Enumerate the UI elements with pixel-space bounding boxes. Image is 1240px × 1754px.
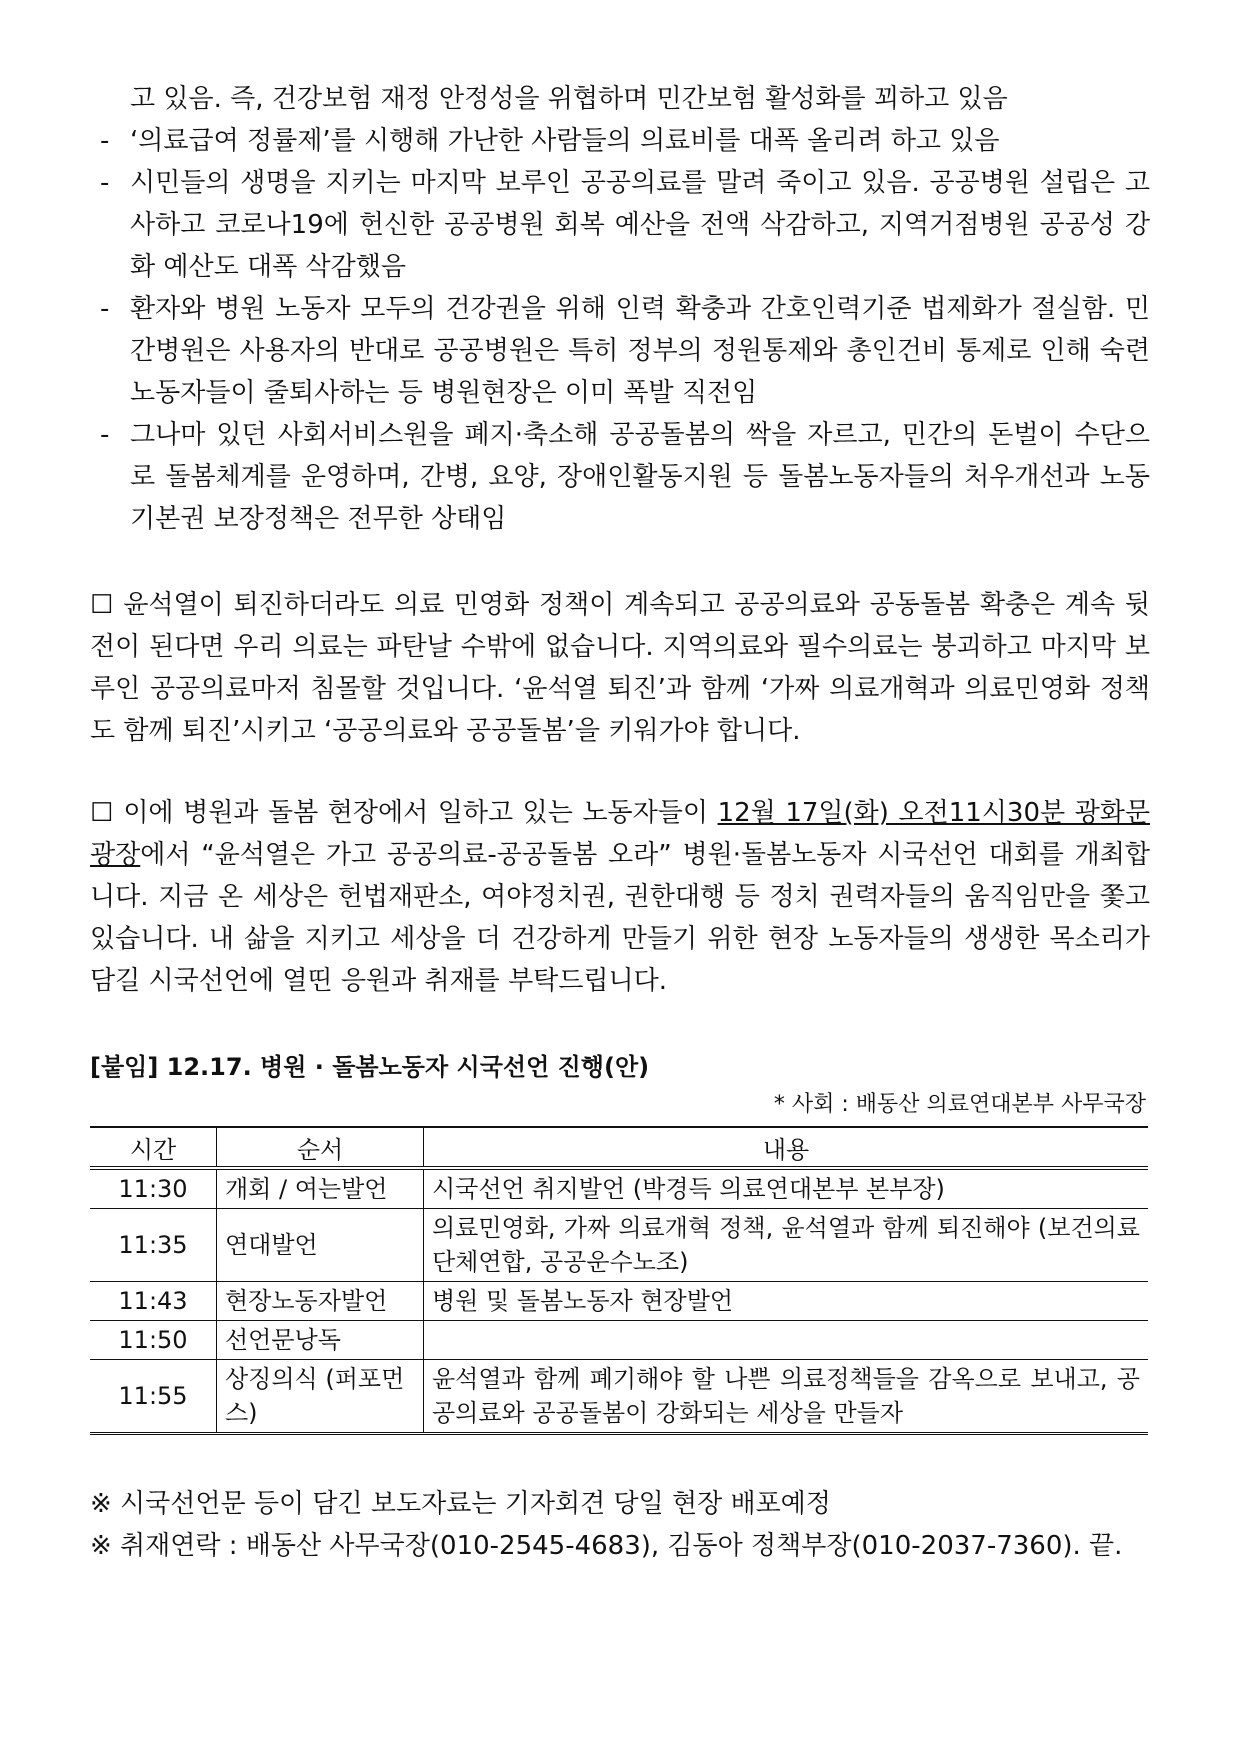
cell-content: 윤석열과 함께 폐기해야 할 나쁜 의료정책들을 감옥으로 보내고, 공공의료와 공공돌봄이 강화되는 세상을 만들자	[424, 1360, 1149, 1434]
table-row	[90, 1360, 1148, 1434]
cell-order: 개회 / 여는발언	[217, 1168, 424, 1209]
cell-time: 11:30	[90, 1168, 217, 1209]
cell-order: 현장노동자발언	[217, 1282, 424, 1321]
cell-content: 시국선언 취지발언 (박경득 의료연대본부 본부장)	[424, 1168, 1149, 1209]
bullet-item: - ‘의료급여 정률제’를 시행해 가난한 사람들의 의료비를 대폭 올리려 하고 있음	[100, 126, 1000, 156]
table-header-row	[90, 1127, 1148, 1168]
header-time: 시간	[90, 1127, 217, 1168]
paragraph-event	[90, 792, 1150, 1002]
cell-order: 연대발언	[217, 1209, 424, 1282]
checkbox-square-icon: ☐	[90, 590, 114, 620]
bullet-text: 고 있음. 즉, 건강보험 재정 안정성을 위협하며 민간보험 활성화를 꾀하고 있음	[130, 84, 1008, 114]
note-contact: ※ 취재연락 : 배동산 사무국장(010-2545-4683), 김동아 정책부장(010-2037-7360). 끝.	[90, 1531, 1123, 1561]
cell-time: 11:35	[90, 1209, 217, 1282]
paragraph-text-pre: 이에 병원과 돌봄 현장에서 일하고 있는 노동자들이	[123, 798, 718, 828]
table-row	[90, 1321, 1148, 1360]
program-table	[90, 1126, 1148, 1435]
paragraph-text: 윤석열이 퇴진하더라도 의료 민영화 정책이 계속되고 공공의료와 공동돌봄 확충은 계속 뒷전이 된다면 우리 의료는 파탄날 수밖에 없습니다. 지역의료와 필수의료는 붕괴하고 마지막 보루인 공공의료마저 침몰할 것입니다. ‘윤석열 퇴진’과 함께 ‘가짜 의료개혁과 의료민영화 정책도 함께 퇴진’시키고 ‘공공의료와 공공돌봄’을 키워가야 합니다.	[90, 590, 1150, 746]
bullet-item: - 그나마 있던 사회서비스원을 폐지·축소해 공공돌봄의 싹을 자르고, 민간의 돈벌이 수단으로 돌봄체계를 운영하며, 간병, 요양, 장애인활동지원 등 돌봄노동자들의 처우개선과 노동기본권 보장정책은 전무한 상태임	[100, 420, 1150, 534]
header-content: 내용	[424, 1127, 1149, 1168]
note-press-material: ※ 시국선언문 등이 담긴 보도자료는 기자회견 당일 현장 배포예정	[90, 1489, 831, 1519]
attachment-title: [붙임] 12.17. 병원 · 돌봄노동자 시국선언 진행(안)	[90, 1053, 650, 1081]
policy-bullet-list	[90, 78, 1150, 540]
bullet-text: 환자와 병원 노동자 모두의 건강권을 위해 인력 확충과 간호인력기준 법제화가 절실함. 민간병원은 사용자의 반대로 공공병원은 특히 정부의 정원통제와 총인건비 통제로 인해 숙련노동자들이 줄퇴사하는 등 병원현장은 이미 폭발 직전임	[130, 294, 1150, 408]
bullet-text: 시민들의 생명을 지키는 마지막 보루인 공공의료를 말려 죽이고 있음. 공공병원 설립은 고사하고 코로나19에 헌신한 공공병원 회복 예산을 전액 삭감하고, 지역거점병원 공공성 강화 예산도 대폭 삭감했음	[130, 168, 1150, 282]
cell-time: 11:55	[90, 1360, 217, 1434]
event-datetime-place: 12월 17일(화) 오전11시30분 광화문광장	[90, 798, 1150, 870]
paragraph-appeal	[90, 584, 1150, 752]
cell-time: 11:50	[90, 1321, 217, 1360]
cell-order: 선언문낭독	[217, 1321, 424, 1360]
cell-content	[424, 1321, 1149, 1360]
cell-time: 11:43	[90, 1282, 217, 1321]
table-row	[90, 1209, 1148, 1282]
document-page	[90, 78, 1150, 1567]
checkbox-square-icon: ☐	[90, 798, 114, 828]
table-row	[90, 1282, 1148, 1321]
bullet-text: ‘의료급여 정률제’를 시행해 가난한 사람들의 의료비를 대폭 올리려 하고 있음	[130, 126, 1000, 156]
header-order: 순서	[217, 1127, 424, 1168]
cell-content: 병원 및 돌봄노동자 현장발언	[424, 1282, 1149, 1321]
cell-order: 상징의식 (퍼포먼스)	[217, 1360, 424, 1434]
cell-content: 의료민영화, 가짜 의료개혁 정책, 윤석열과 함께 퇴진해야 (보건의료단체연합, 공공운수노조)	[424, 1209, 1149, 1282]
paragraph-text-post: 에서 “윤석열은 가고 공공의료-공공돌봄 오라” 병원·돌봄노동자 시국선언 대회를 개최합니다. 지금 온 세상은 헌법재판소, 여야정치권, 권한대행 등 정치 권력자들의 움직임만을 쫓고 있습니다. 내 삶을 지키고 세상을 더 건강하게 만들기 위한 현장 노동자들의 생생한 목소리가 담길 시국선언에 열띤 응원과 취재를 부탁드립니다.	[90, 840, 1150, 996]
host-note: * 사회 : 배동산 의료연대본부 사무국장	[773, 1092, 1146, 1117]
bullet-item: - 환자와 병원 노동자 모두의 건강권을 위해 인력 확충과 간호인력기준 법제화가 절실함. 민간병원은 사용자의 반대로 공공병원은 특히 정부의 정원통제와 총인건비 통제로 인해 숙련노동자들이 줄퇴사하는 등 병원현장은 이미 폭발 직전임	[100, 294, 1150, 408]
bullet-item: - 시민들의 생명을 지키는 마지막 보루인 공공의료를 말려 죽이고 있음. 공공병원 설립은 고사하고 코로나19에 헌신한 공공병원 회복 예산을 전액 삭감하고, 지역거점병원 공공성 강화 예산도 대폭 삭감했음	[100, 168, 1150, 282]
bullet-text: 그나마 있던 사회서비스원을 폐지·축소해 공공돌봄의 싹을 자르고, 민간의 돈벌이 수단으로 돌봄체계를 운영하며, 간병, 요양, 장애인활동지원 등 돌봄노동자들의 처우개선과 노동기본권 보장정책은 전무한 상태임	[130, 420, 1150, 534]
footer-notes	[90, 1483, 1150, 1567]
bullet-item	[90, 78, 1150, 120]
table-row	[90, 1168, 1148, 1209]
